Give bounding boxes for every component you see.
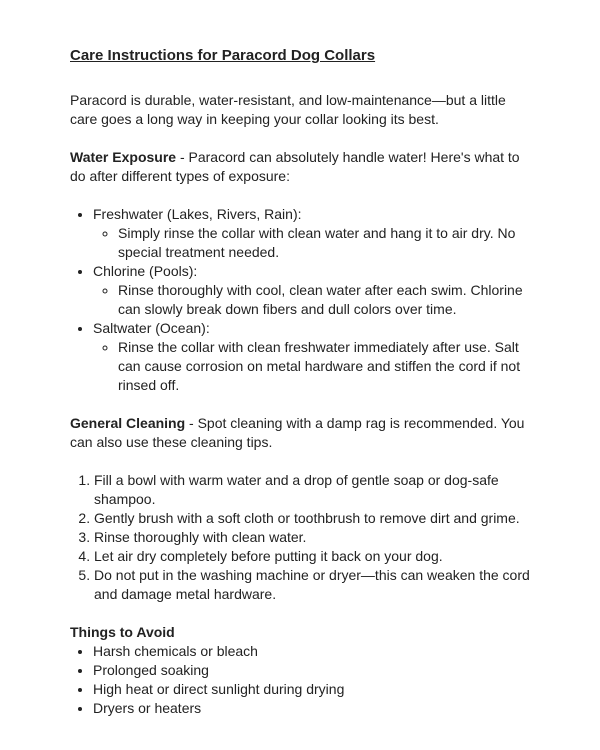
cleaning-step-text: Fill a bowl with warm water and a drop of gentle soap or dog-safe shampoo. (94, 472, 499, 507)
water-exposure-text: - Paracord can absolutely handle water! Here's what to do after different types of exposure: (70, 149, 520, 184)
document-title: Care Instructions for Paracord Dog Collars (70, 47, 376, 64)
water-exposure-paragraph (70, 148, 532, 186)
cleaning-step (94, 547, 532, 566)
intro-paragraph: Paracord is durable, water-resistant, and low-maintenance—but a little care goes a long way in keeping your collar looking its best. (70, 92, 506, 127)
things-to-avoid-list (70, 642, 532, 718)
cleaning-step (94, 509, 532, 528)
chlorine-sublist (93, 281, 532, 319)
general-cleaning-paragraph (70, 414, 532, 452)
general-cleaning-text: - Spot cleaning with a damp rag is recommended. You can also use these cleaning tips. (70, 415, 525, 450)
cleaning-step-text: Rinse thoroughly with clean water. (94, 529, 307, 545)
cleaning-step-text: Let air dry completely before putting it back on your dog. (94, 548, 443, 564)
cleaning-step (94, 566, 532, 604)
avoid-item (93, 699, 532, 718)
saltwater-sublist (93, 338, 532, 395)
list-item-label: Freshwater (Lakes, Rivers, Rain): (93, 206, 302, 222)
cleaning-step (94, 471, 532, 509)
list-item-saltwater (93, 319, 532, 395)
list-item-label: Saltwater (Ocean): (93, 320, 210, 336)
water-exposure-heading: Water Exposure (70, 149, 177, 165)
list-item-detail-text: Rinse thoroughly with cool, clean water after each swim. Chlorine can slowly break down fibers and dull colors over time. (118, 282, 523, 317)
list-item-detail-text: Rinse the collar with clean freshwater immediately after use. Salt can cause corrosion on metal hardware and stiffen the cord if not rinsed off. (118, 339, 521, 393)
list-item-detail (118, 281, 532, 319)
cleaning-steps-list (70, 471, 532, 604)
avoid-item (93, 661, 532, 680)
water-exposure-list (70, 205, 532, 395)
list-item-freshwater (93, 205, 532, 262)
things-to-avoid-heading: Things to Avoid (70, 624, 175, 640)
general-cleaning-heading: General Cleaning (70, 415, 186, 431)
avoid-item (93, 680, 532, 699)
list-item-detail (118, 224, 532, 262)
avoid-item-text: Prolonged soaking (93, 662, 209, 678)
list-item-chlorine (93, 262, 532, 319)
list-item-detail (118, 338, 532, 395)
avoid-item-text: High heat or direct sunlight during drying (93, 681, 345, 697)
avoid-item-text: Harsh chemicals or bleach (93, 643, 258, 659)
avoid-item-text: Dryers or heaters (93, 700, 202, 716)
cleaning-step (94, 528, 532, 547)
avoid-item (93, 642, 532, 661)
cleaning-step-text: Gently brush with a soft cloth or toothbrush to remove dirt and grime. (94, 510, 520, 526)
freshwater-sublist (93, 224, 532, 262)
cleaning-step-text: Do not put in the washing machine or dryer—this can weaken the cord and damage metal hardware. (94, 567, 530, 602)
list-item-detail-text: Simply rinse the collar with clean water and hang it to air dry. No special treatment needed. (118, 225, 516, 260)
list-item-label: Chlorine (Pools): (93, 263, 198, 279)
